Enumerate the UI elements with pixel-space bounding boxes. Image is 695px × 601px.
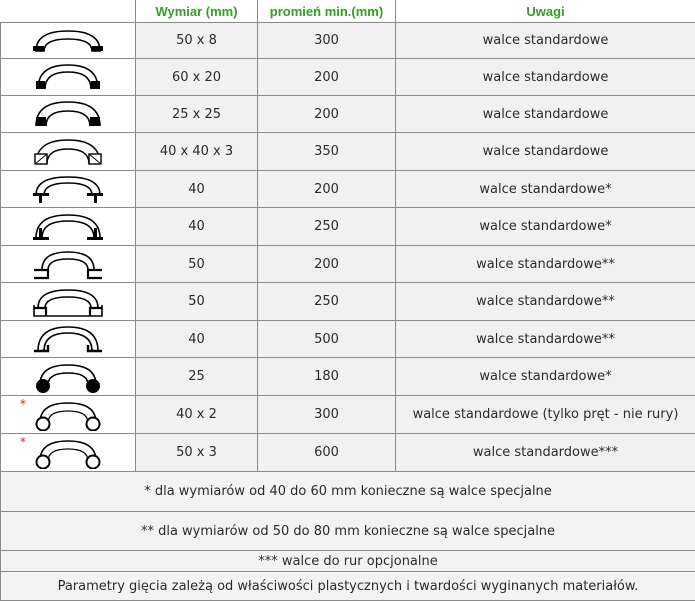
remark-cell: walce standardowe***: [396, 434, 695, 472]
min-radius-cell: 200: [258, 246, 396, 283]
min-radius-cell: 200: [258, 59, 396, 96]
profile-cell: [1, 283, 136, 321]
note-triple-star: *** walce do rur opcjonalne: [1, 551, 695, 572]
min-radius-cell: 250: [258, 208, 396, 246]
min-radius-cell: 250: [258, 283, 396, 321]
header-profile-cell: [1, 0, 136, 23]
min-radius-cell: 300: [258, 23, 396, 59]
remark-cell: walce standardowe**: [396, 283, 695, 321]
profile-cell: [1, 396, 136, 434]
dimension-cell: 40 x 2: [136, 396, 258, 434]
t-bar-inverted-icon: [1, 211, 135, 243]
table-row: [1, 321, 695, 358]
profile-cell: [1, 23, 136, 59]
dimension-cell: 40: [136, 171, 258, 208]
remark-cell: walce standardowe: [396, 96, 695, 133]
remark-cell: walce standardowe: [396, 133, 695, 171]
table-row: [1, 358, 695, 396]
note-single-star: * dla wymiarów od 40 do 60 mm konieczne są walce specjalne: [1, 472, 695, 512]
remark-cell: walce standardowe*: [396, 208, 695, 246]
table-row: [1, 171, 695, 208]
table-row: [1, 434, 695, 472]
round-bar-icon: [1, 361, 135, 393]
channel-in-icon: [1, 286, 135, 318]
flat-bar-tall-icon: [1, 61, 135, 93]
table-row: [1, 396, 695, 434]
dimension-cell: 50: [136, 283, 258, 321]
table-row: [1, 246, 695, 283]
dimension-cell: 25: [136, 358, 258, 396]
remark-cell: walce standardowe*: [396, 171, 695, 208]
table-row: [1, 208, 695, 246]
remark-cell: walce standardowe: [396, 59, 695, 96]
dimension-cell: 40: [136, 208, 258, 246]
note-row: [1, 572, 695, 601]
table-row: [1, 133, 695, 171]
note-double-star: ** dla wymiarów od 50 do 80 mm konieczne są walce specjalne: [1, 512, 695, 551]
min-radius-cell: 600: [258, 434, 396, 472]
header-dimension: Wymiar (mm): [136, 0, 258, 23]
dimension-cell: 50 x 8: [136, 23, 258, 59]
profile-cell: [1, 171, 136, 208]
remark-cell: walce standardowe**: [396, 321, 695, 358]
square-bar-icon: [1, 98, 135, 130]
profile-cell: [1, 358, 136, 396]
remark-cell: walce standardowe*: [396, 358, 695, 396]
marker-asterisk: *: [20, 436, 26, 448]
profile-cell: [1, 321, 136, 358]
min-radius-cell: 200: [258, 96, 396, 133]
min-radius-cell: 300: [258, 396, 396, 434]
table-header-row: [1, 0, 695, 23]
angle-bar-icon: [1, 323, 135, 355]
profile-cell: [1, 434, 136, 472]
channel-out-icon: [1, 248, 135, 280]
square-tube-icon: [1, 136, 135, 168]
profile-cell: [1, 59, 136, 96]
table-row: [1, 283, 695, 321]
dimension-cell: 25 x 25: [136, 96, 258, 133]
header-min-radius: promień min.(mm): [258, 0, 396, 23]
min-radius-cell: 350: [258, 133, 396, 171]
t-bar-icon: [1, 173, 135, 205]
dimension-cell: 60 x 20: [136, 59, 258, 96]
dimension-cell: 40 x 40 x 3: [136, 133, 258, 171]
table-row: [1, 23, 695, 59]
dimension-cell: 50 x 3: [136, 434, 258, 472]
remark-cell: walce standardowe: [396, 23, 695, 59]
flat-bar-icon: [1, 25, 135, 57]
profile-cell: [1, 208, 136, 246]
table-row: [1, 96, 695, 133]
min-radius-cell: 500: [258, 321, 396, 358]
dimension-cell: 50: [136, 246, 258, 283]
header-remarks: Uwagi: [396, 0, 695, 23]
note-row: [1, 551, 695, 572]
table-row: [1, 59, 695, 96]
profile-cell: [1, 133, 136, 171]
note-row: [1, 472, 695, 512]
remark-cell: walce standardowe (tylko pręt - nie rury): [396, 396, 695, 434]
note-row: [1, 512, 695, 551]
remark-cell: walce standardowe**: [396, 246, 695, 283]
profile-cell: [1, 246, 136, 283]
marker-asterisk: *: [20, 398, 26, 410]
dimension-cell: 40: [136, 321, 258, 358]
note-bending-parameters: Parametry gięcia zależą od właściwości plastycznych i twardości wyginanych materiałów.: [1, 572, 695, 601]
min-radius-cell: 180: [258, 358, 396, 396]
min-radius-cell: 200: [258, 171, 396, 208]
profile-cell: [1, 96, 136, 133]
